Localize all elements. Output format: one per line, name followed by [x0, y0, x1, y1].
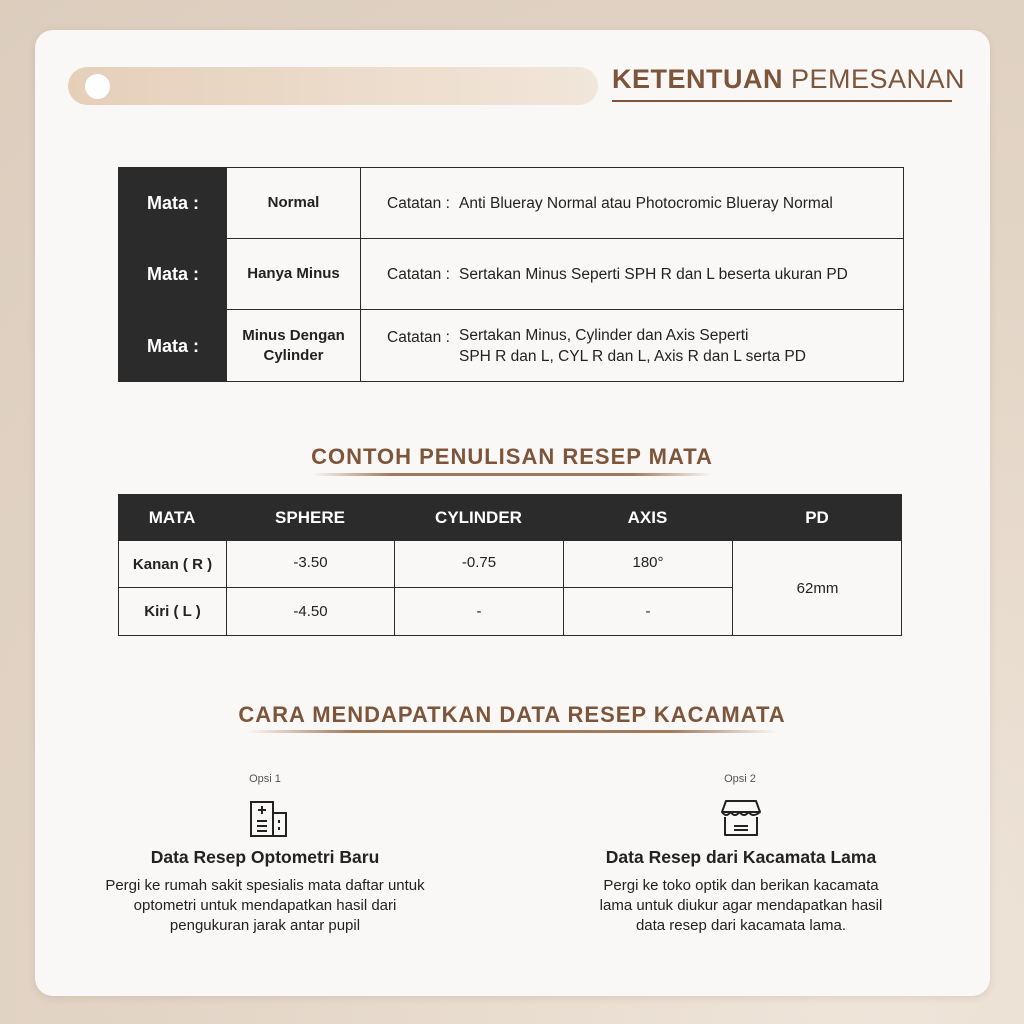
hospital-icon	[248, 799, 290, 844]
option-1-desc-line: Pergi ke rumah sakit spesialis mata daftar untuk	[105, 877, 425, 894]
rules-note-label: Catatan :	[387, 329, 450, 346]
example-title-underline	[312, 473, 712, 476]
option-2-desc-line: Pergi ke toko optik dan berikan kacamata	[603, 877, 879, 894]
rules-note-text	[459, 325, 806, 367]
rules-row	[119, 239, 903, 310]
rules-row-type: Minus Dengan Cylinder	[227, 310, 361, 382]
header-dot	[85, 74, 110, 99]
rules-row-note	[387, 168, 887, 238]
rules-row-type: Normal	[227, 168, 361, 238]
row-eye-left: Kiri ( L )	[144, 603, 201, 620]
option-1-title: Data Resep Optometri Baru	[150, 847, 380, 867]
rules-note-line: Sertakan Minus, Cylinder dan Axis Seperti	[459, 327, 749, 344]
page-title-bold: KETENTUAN	[612, 64, 783, 94]
rules-row	[119, 168, 903, 239]
page-title-underline	[612, 100, 952, 102]
header-sphere: SPHERE	[275, 507, 345, 527]
option-2-desc-line: lama untuk diukur agar mendapatkan hasil	[599, 897, 883, 914]
howto-title: CARA MENDAPATKAN DATA RESEP KACAMATA	[238, 702, 786, 727]
cell-axis-right: 180°	[632, 554, 664, 571]
rules-row	[119, 310, 903, 382]
rules-row-label: Mata :	[119, 310, 227, 382]
rules-row-note	[387, 310, 887, 382]
option-1-desc	[65, 876, 465, 936]
rules-note-line: SPH R dan L, CYL R dan L, Axis R dan L serta PD	[459, 348, 806, 365]
row-eye-right: Kanan ( R )	[132, 555, 213, 573]
rules-note-text: Sertakan Minus Seperti SPH R dan L beserta ukuran PD	[459, 265, 848, 283]
rules-row-note	[387, 239, 887, 309]
header-mata: MATA	[148, 507, 196, 527]
howto-title-underline	[247, 730, 777, 733]
header-axis: AXIS	[627, 507, 668, 527]
prescription-table	[118, 494, 902, 636]
header-bar	[68, 67, 598, 105]
option-2-desc-line: data resep dari kacamata lama.	[635, 917, 847, 934]
prescription-header	[118, 494, 902, 541]
rules-row-type: Hanya Minus	[227, 239, 361, 309]
example-title: CONTOH PENULISAN RESEP MATA	[311, 444, 713, 469]
page-title	[612, 64, 966, 104]
shop-icon	[720, 798, 762, 843]
page-title-light: PEMESANAN	[791, 64, 966, 94]
rules-row-label: Mata :	[119, 168, 227, 238]
cell-pd: 62mm	[796, 579, 839, 597]
cell-cylinder-right: -0.75	[461, 554, 497, 571]
option-1-label: Opsi 1	[249, 773, 281, 785]
rules-note-label: Catatan :	[387, 265, 450, 283]
option-1-desc-line: pengukuran jarak antar pupil	[169, 917, 361, 934]
option-2-desc	[540, 876, 942, 936]
option-1-desc-line: optometri untuk mendapatkan hasil dari	[133, 897, 397, 914]
header-pd: PD	[805, 507, 829, 527]
rules-row-label: Mata :	[119, 239, 227, 309]
rules-note-text: Anti Blueray Normal atau Photocromic Blueray Normal	[459, 194, 833, 212]
option-2-label: Opsi 2	[724, 773, 756, 785]
cell-cylinder-left: -	[476, 603, 482, 620]
cell-axis-left: -	[645, 603, 651, 620]
header-cylinder: CYLINDER	[435, 507, 522, 527]
cell-sphere-left: -4.50	[293, 603, 328, 620]
rules-note-label: Catatan :	[387, 194, 450, 212]
option-2-title: Data Resep dari Kacamata Lama	[605, 847, 877, 867]
rules-table	[118, 167, 904, 382]
cell-sphere-right: -3.50	[293, 554, 328, 571]
